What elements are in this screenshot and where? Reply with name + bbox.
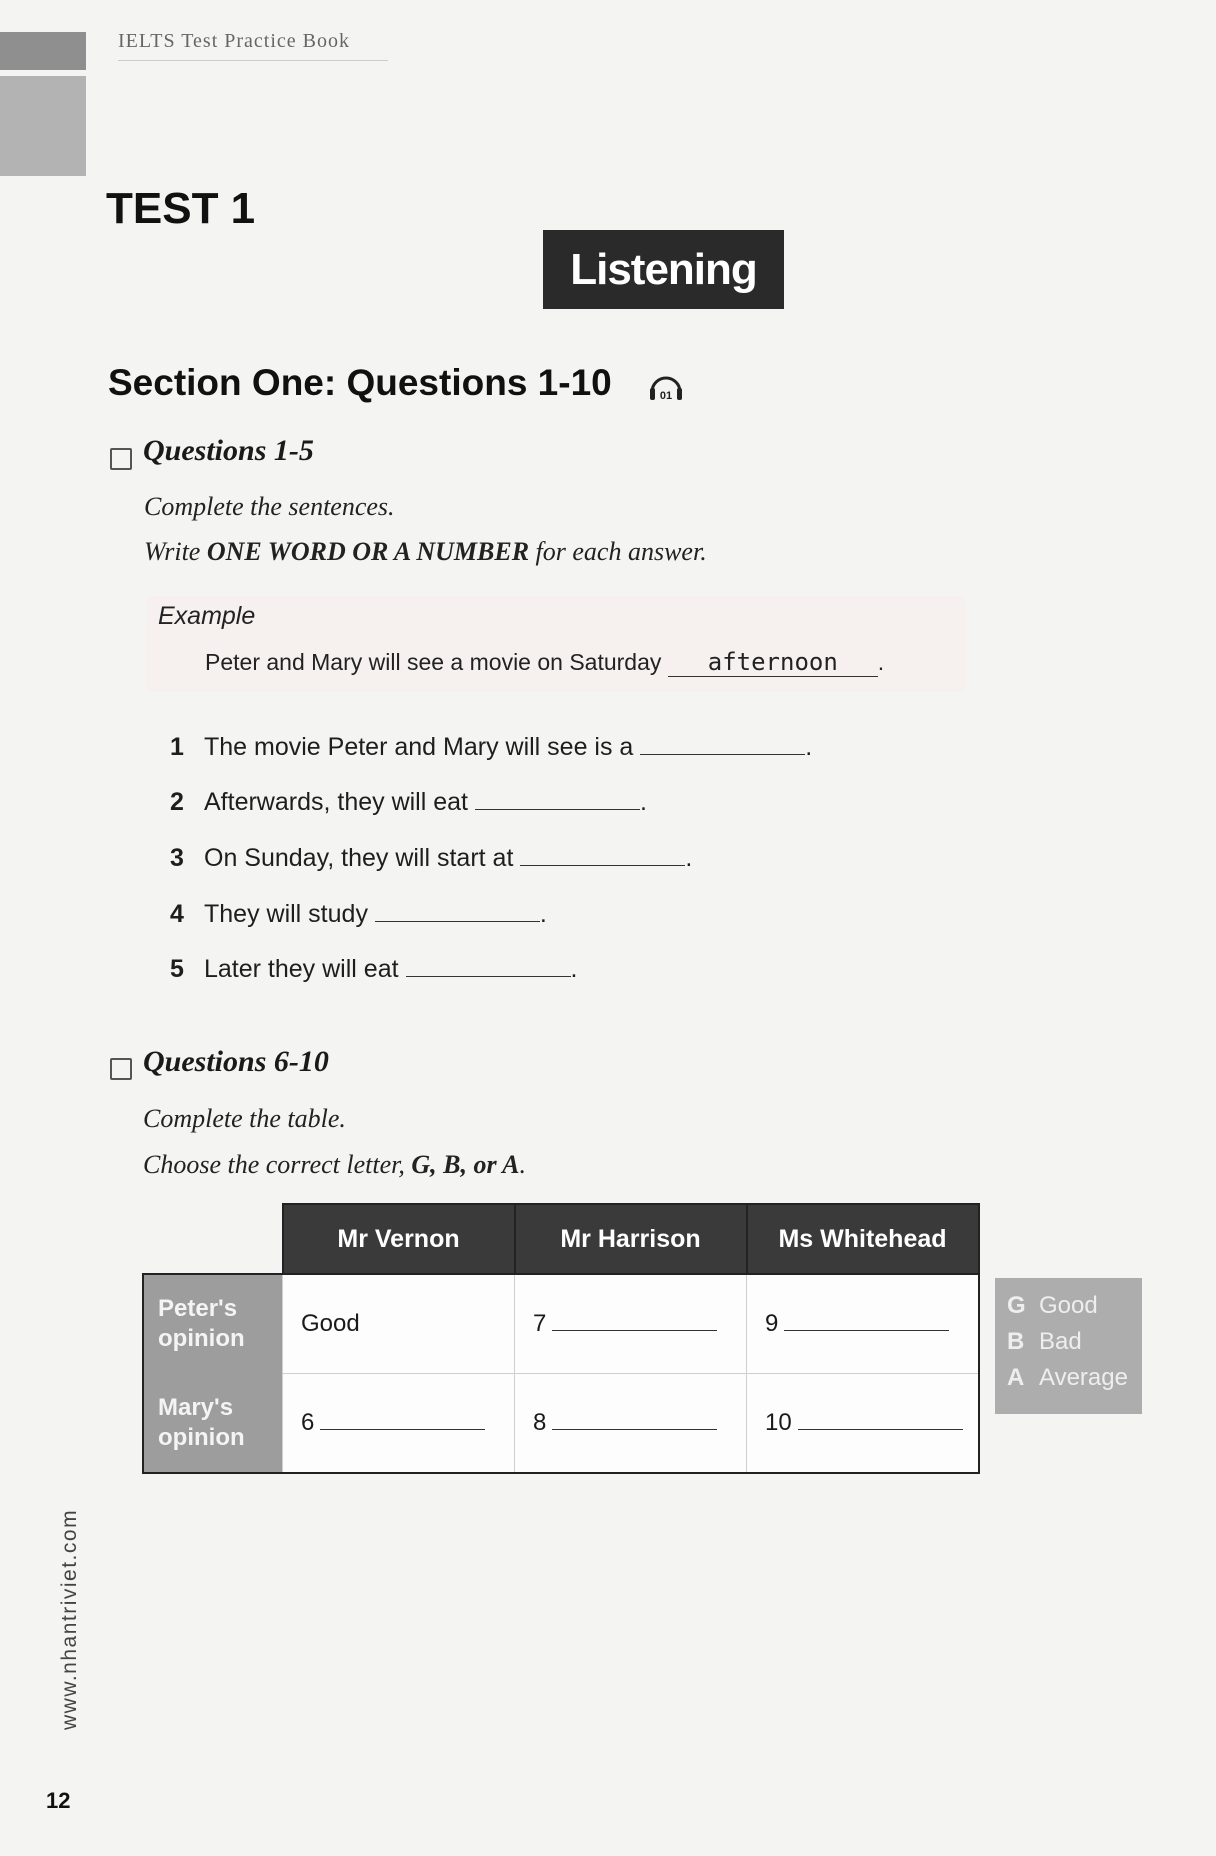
answer-blank-1[interactable] — [640, 754, 805, 755]
answer-blank-8[interactable] — [552, 1429, 717, 1430]
key-item-average: A Average — [1007, 1364, 1128, 1391]
question-5: 5 Later they will eat . — [170, 955, 578, 983]
answer-blank-9[interactable] — [784, 1330, 949, 1331]
instruction-word-limit: Write ONE WORD OR A NUMBER for each answer. — [144, 537, 707, 566]
side-url: www.nhantriviet.com — [58, 1508, 81, 1730]
answer-blank-6[interactable] — [320, 1429, 485, 1430]
row-header-marys-opinion: Mary's opinion — [143, 1374, 283, 1474]
example-background — [146, 596, 966, 692]
answer-blank-3[interactable] — [520, 865, 685, 866]
listening-label: Listening — [570, 244, 757, 294]
cell-mary-vernon: 6 — [283, 1374, 515, 1474]
example-label: Example — [158, 602, 256, 630]
table-row — [143, 1374, 979, 1474]
table-corner — [143, 1204, 283, 1274]
answer-blank-7[interactable] — [552, 1330, 717, 1331]
column-header-mr-vernon: Mr Vernon — [283, 1204, 515, 1274]
questions-6-10-heading: Questions 6-10 — [143, 1045, 329, 1078]
header-rule — [118, 60, 388, 61]
cell-peter-harrison: 7 — [515, 1274, 747, 1374]
answer-blank-4[interactable] — [375, 921, 540, 922]
answer-blank-2[interactable] — [475, 809, 640, 810]
instruction-complete-sentences: Complete the sentences. — [144, 492, 395, 521]
answer-key-box — [995, 1278, 1142, 1414]
running-header: IELTS Test Practice Book — [118, 30, 351, 52]
question-1: 1 The movie Peter and Mary will see is a . — [170, 733, 813, 761]
row-header-peters-opinion: Peter's opinion — [143, 1274, 283, 1374]
test-title: TEST 1 — [106, 184, 256, 233]
key-item-good: G Good — [1007, 1292, 1098, 1319]
corner-tab-light — [0, 76, 86, 176]
opinion-table — [142, 1203, 980, 1474]
checkbox-icon — [110, 1058, 132, 1080]
question-2: 2 Afterwards, they will eat . — [170, 788, 647, 816]
example-sentence: Peter and Mary will see a movie on Saturday afternoon . — [205, 648, 885, 676]
key-item-bad: B Bad — [1007, 1328, 1082, 1355]
cell-mary-harrison: 8 — [515, 1374, 747, 1474]
questions-1-5-heading: Questions 1-5 — [143, 434, 314, 467]
cell-peter-vernon: Good — [283, 1274, 515, 1374]
question-4: 4 They will study . — [170, 900, 547, 928]
instruction-complete-table: Complete the table. — [143, 1104, 346, 1133]
listening-banner — [543, 230, 784, 309]
cell-mary-whitehead: 10 — [747, 1374, 979, 1474]
headphones-audio-icon — [648, 366, 684, 406]
audio-track-number: 01 — [659, 390, 673, 402]
question-3: 3 On Sunday, they will start at . — [170, 844, 693, 872]
example-answer: afternoon — [707, 648, 838, 676]
column-header-ms-whitehead: Ms Whitehead — [747, 1204, 979, 1274]
table-row — [143, 1274, 979, 1374]
instruction-choose-letter: Choose the correct letter, G, B, or A. — [143, 1150, 526, 1179]
corner-tab-dark — [0, 32, 86, 70]
example-answer-blank — [668, 648, 878, 677]
answer-blank-5[interactable] — [406, 976, 571, 977]
section-title: Section One: Questions 1-10 — [108, 362, 612, 403]
page-number: 12 — [46, 1788, 71, 1813]
column-header-mr-harrison: Mr Harrison — [515, 1204, 747, 1274]
checkbox-icon — [110, 448, 132, 470]
cell-peter-whitehead: 9 — [747, 1274, 979, 1374]
answer-blank-10[interactable] — [798, 1429, 963, 1430]
